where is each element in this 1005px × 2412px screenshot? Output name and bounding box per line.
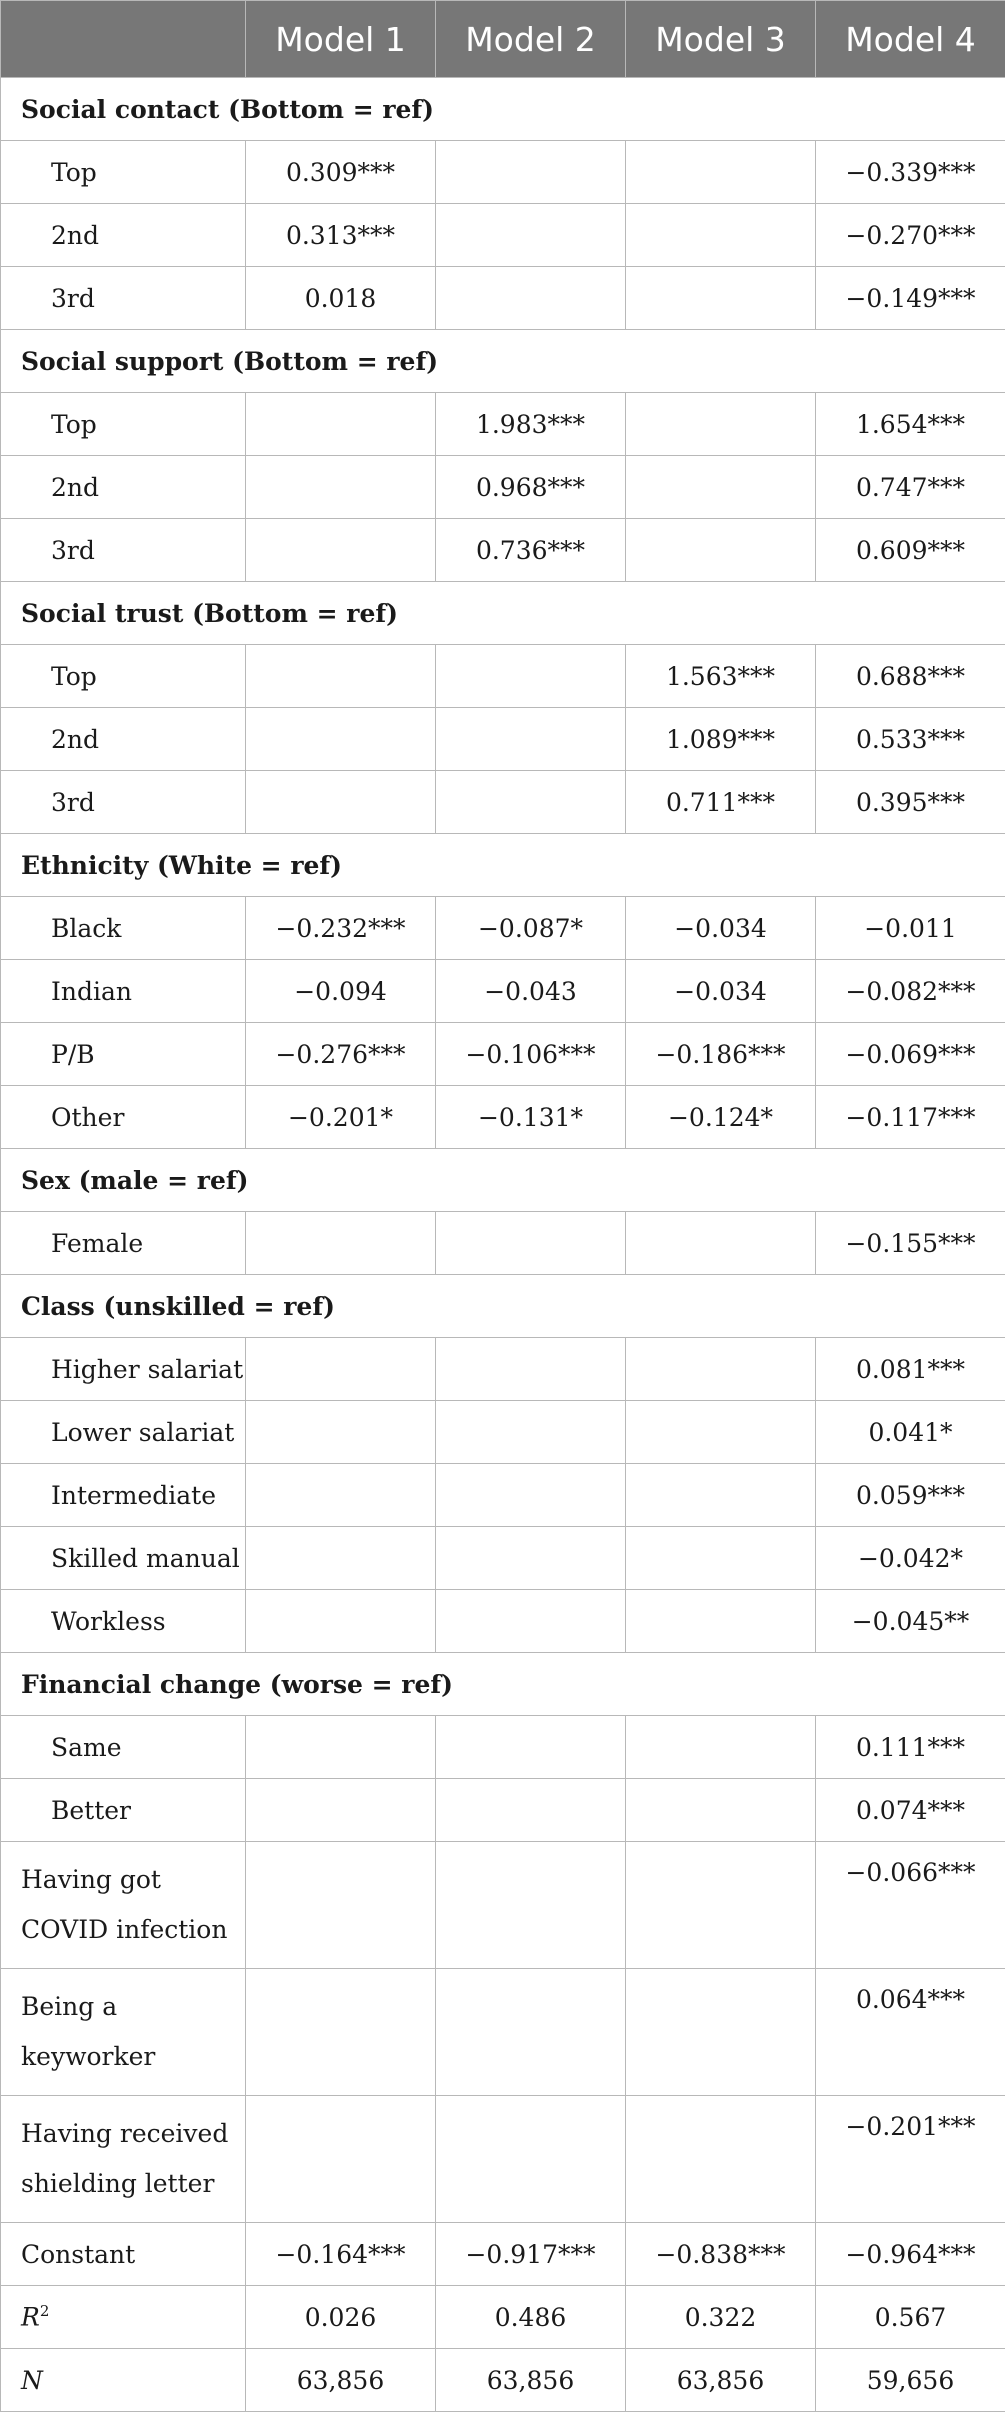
cell-model-3 xyxy=(626,1212,816,1275)
cell-model-3: −0.124* xyxy=(626,1086,816,1149)
cell-model-2: 1.983*** xyxy=(436,393,626,456)
cell-model-1 xyxy=(246,1969,436,2096)
cell-model-2 xyxy=(436,771,626,834)
row-label: Lower salariat xyxy=(1,1401,246,1464)
cell-model-4: −0.066*** xyxy=(816,1842,1005,1969)
table-row xyxy=(1,393,1005,456)
cell-model-4: 0.747*** xyxy=(816,456,1005,519)
cell-model-4: −0.155*** xyxy=(816,1212,1005,1275)
cell-model-3: −0.186*** xyxy=(626,1023,816,1086)
cell-model-3: 63,856 xyxy=(626,2349,816,2412)
group-title: Sex (male = ref) xyxy=(1,1149,1005,1212)
header-model-4: Model 4 xyxy=(816,1,1005,78)
row-label: 3rd xyxy=(1,771,246,834)
cell-model-4: −0.964*** xyxy=(816,2223,1005,2286)
cell-model-1 xyxy=(246,1338,436,1401)
group-row-social-contact xyxy=(1,78,1005,141)
header-model-2: Model 2 xyxy=(436,1,626,78)
cell-model-1: 0.026 xyxy=(246,2286,436,2349)
group-row-class xyxy=(1,1275,1005,1338)
cell-model-3 xyxy=(626,1338,816,1401)
cell-model-4: 0.111*** xyxy=(816,1716,1005,1779)
cell-model-4: 0.081*** xyxy=(816,1338,1005,1401)
cell-model-3 xyxy=(626,204,816,267)
table-row xyxy=(1,267,1005,330)
row-label-line-2: keyworker xyxy=(21,2042,155,2071)
row-label: Black xyxy=(1,897,246,960)
cell-model-1 xyxy=(246,1401,436,1464)
cell-model-2: 63,856 xyxy=(436,2349,626,2412)
cell-model-3 xyxy=(626,1590,816,1653)
cell-model-1 xyxy=(246,708,436,771)
cell-model-1 xyxy=(246,1527,436,1590)
row-label: 3rd xyxy=(1,519,246,582)
cell-model-2: −0.087* xyxy=(436,897,626,960)
cell-model-1 xyxy=(246,456,436,519)
cell-model-2 xyxy=(436,645,626,708)
table-row xyxy=(1,1590,1005,1653)
table-row-covid xyxy=(1,1842,1005,1969)
cell-model-1 xyxy=(246,645,436,708)
cell-model-2 xyxy=(436,204,626,267)
table-row xyxy=(1,1086,1005,1149)
group-row-financial-change xyxy=(1,1653,1005,1716)
table-row xyxy=(1,771,1005,834)
cell-model-2 xyxy=(436,1969,626,2096)
row-label: 2nd xyxy=(1,456,246,519)
row-label: Skilled manual xyxy=(1,1527,246,1590)
cell-model-1 xyxy=(246,519,436,582)
cell-model-3 xyxy=(626,2096,816,2223)
table-row xyxy=(1,897,1005,960)
row-label: 3rd xyxy=(1,267,246,330)
cell-model-1: −0.164*** xyxy=(246,2223,436,2286)
cell-model-2 xyxy=(436,1527,626,1590)
cell-model-3: −0.034 xyxy=(626,960,816,1023)
cell-model-1: 63,856 xyxy=(246,2349,436,2412)
table-row-n xyxy=(1,2349,1005,2412)
cell-model-4: 0.609*** xyxy=(816,519,1005,582)
cell-model-1 xyxy=(246,1779,436,1842)
cell-model-4: 0.395*** xyxy=(816,771,1005,834)
group-title: Social contact (Bottom = ref) xyxy=(1,78,1005,141)
cell-model-1: 0.018 xyxy=(246,267,436,330)
cell-model-3 xyxy=(626,1842,816,1969)
cell-model-3 xyxy=(626,1464,816,1527)
row-label: Top xyxy=(1,393,246,456)
cell-model-3 xyxy=(626,519,816,582)
row-label: P/B xyxy=(1,1023,246,1086)
cell-model-4: −0.011 xyxy=(816,897,1005,960)
cell-model-4: −0.270*** xyxy=(816,204,1005,267)
row-label: Workless xyxy=(1,1590,246,1653)
table-row-shielding xyxy=(1,2096,1005,2223)
table-row xyxy=(1,1527,1005,1590)
table-row xyxy=(1,1716,1005,1779)
cell-model-2 xyxy=(436,2096,626,2223)
table-row-r-squared xyxy=(1,2286,1005,2349)
row-label xyxy=(1,2096,246,2223)
cell-model-2 xyxy=(436,1716,626,1779)
cell-model-1 xyxy=(246,1464,436,1527)
cell-model-2: −0.043 xyxy=(436,960,626,1023)
cell-model-1 xyxy=(246,2096,436,2223)
cell-model-1: 0.309*** xyxy=(246,141,436,204)
table-row xyxy=(1,456,1005,519)
cell-model-2 xyxy=(436,1842,626,1969)
cell-model-3 xyxy=(626,456,816,519)
cell-model-3 xyxy=(626,267,816,330)
cell-model-3: 1.089*** xyxy=(626,708,816,771)
cell-model-2: −0.106*** xyxy=(436,1023,626,1086)
row-label: Top xyxy=(1,645,246,708)
cell-model-2: −0.917*** xyxy=(436,2223,626,2286)
cell-model-4: 0.064*** xyxy=(816,1969,1005,2096)
row-label: N xyxy=(1,2349,246,2412)
cell-model-3 xyxy=(626,1401,816,1464)
cell-model-4: −0.117*** xyxy=(816,1086,1005,1149)
cell-model-4: 0.059*** xyxy=(816,1464,1005,1527)
cell-model-4: −0.149*** xyxy=(816,267,1005,330)
row-label xyxy=(1,1842,246,1969)
cell-model-3 xyxy=(626,1969,816,2096)
cell-model-2 xyxy=(436,708,626,771)
row-label xyxy=(1,1969,246,2096)
table-row-constant xyxy=(1,2223,1005,2286)
row-label: 2nd xyxy=(1,708,246,771)
cell-model-4: −0.339*** xyxy=(816,141,1005,204)
header-blank xyxy=(1,1,246,78)
cell-model-1 xyxy=(246,1716,436,1779)
cell-model-3 xyxy=(626,393,816,456)
cell-model-4: 59,656 xyxy=(816,2349,1005,2412)
group-title: Social trust (Bottom = ref) xyxy=(1,582,1005,645)
cell-model-2 xyxy=(436,141,626,204)
cell-model-3 xyxy=(626,1527,816,1590)
row-label-line-1: Having received xyxy=(21,2119,228,2148)
row-label: Top xyxy=(1,141,246,204)
table-row xyxy=(1,1338,1005,1401)
group-title: Ethnicity (White = ref) xyxy=(1,834,1005,897)
table-row xyxy=(1,708,1005,771)
r-squared-symbol: R xyxy=(21,2303,40,2332)
cell-model-1: −0.201* xyxy=(246,1086,436,1149)
cell-model-4: 1.654*** xyxy=(816,393,1005,456)
cell-model-2: 0.968*** xyxy=(436,456,626,519)
table-row xyxy=(1,1401,1005,1464)
cell-model-2 xyxy=(436,1779,626,1842)
row-label: Female xyxy=(1,1212,246,1275)
cell-model-1: −0.094 xyxy=(246,960,436,1023)
cell-model-3: −0.034 xyxy=(626,897,816,960)
row-label: Constant xyxy=(1,2223,246,2286)
header-row xyxy=(1,1,1005,78)
table-row xyxy=(1,204,1005,267)
row-label xyxy=(1,2286,246,2349)
cell-model-1: −0.276*** xyxy=(246,1023,436,1086)
cell-model-1 xyxy=(246,1590,436,1653)
row-label: Better xyxy=(1,1779,246,1842)
row-label-line-1: Having got xyxy=(21,1865,161,1894)
table-row xyxy=(1,1023,1005,1086)
table-row xyxy=(1,519,1005,582)
cell-model-3 xyxy=(626,141,816,204)
row-label: Indian xyxy=(1,960,246,1023)
group-title: Class (unskilled = ref) xyxy=(1,1275,1005,1338)
row-label-line-2: COVID infection xyxy=(21,1915,227,1944)
cell-model-4: 0.041* xyxy=(816,1401,1005,1464)
group-title: Financial change (worse = ref) xyxy=(1,1653,1005,1716)
row-label: Same xyxy=(1,1716,246,1779)
cell-model-4: 0.567 xyxy=(816,2286,1005,2349)
cell-model-2: 0.486 xyxy=(436,2286,626,2349)
table-row xyxy=(1,141,1005,204)
cell-model-3: 1.563*** xyxy=(626,645,816,708)
cell-model-2: 0.736*** xyxy=(436,519,626,582)
group-row-ethnicity xyxy=(1,834,1005,897)
cell-model-2 xyxy=(436,267,626,330)
table-row xyxy=(1,960,1005,1023)
cell-model-1: 0.313*** xyxy=(246,204,436,267)
cell-model-2 xyxy=(436,1464,626,1527)
row-label: Intermediate xyxy=(1,1464,246,1527)
table-row xyxy=(1,1779,1005,1842)
cell-model-4: 0.533*** xyxy=(816,708,1005,771)
cell-model-2: −0.131* xyxy=(436,1086,626,1149)
row-label-line-2: shielding letter xyxy=(21,2169,214,2198)
cell-model-3: −0.838*** xyxy=(626,2223,816,2286)
cell-model-2 xyxy=(436,1401,626,1464)
table-row xyxy=(1,645,1005,708)
row-label-line-1: Being a xyxy=(21,1992,117,2021)
group-row-social-support xyxy=(1,330,1005,393)
cell-model-4: −0.069*** xyxy=(816,1023,1005,1086)
cell-model-4: −0.045** xyxy=(816,1590,1005,1653)
cell-model-4: −0.201*** xyxy=(816,2096,1005,2223)
table-row xyxy=(1,1212,1005,1275)
table-row xyxy=(1,1464,1005,1527)
header-model-1: Model 1 xyxy=(246,1,436,78)
cell-model-1 xyxy=(246,393,436,456)
cell-model-4: 0.074*** xyxy=(816,1779,1005,1842)
header-model-3: Model 3 xyxy=(626,1,816,78)
cell-model-1 xyxy=(246,771,436,834)
row-label: Higher salariat xyxy=(1,1338,246,1401)
group-row-sex xyxy=(1,1149,1005,1212)
group-title: Social support (Bottom = ref) xyxy=(1,330,1005,393)
r-squared-superscript: 2 xyxy=(40,2302,50,2320)
cell-model-3 xyxy=(626,1779,816,1842)
cell-model-1: −0.232*** xyxy=(246,897,436,960)
group-row-social-trust xyxy=(1,582,1005,645)
cell-model-3 xyxy=(626,1716,816,1779)
cell-model-4: 0.688*** xyxy=(816,645,1005,708)
cell-model-4: −0.082*** xyxy=(816,960,1005,1023)
cell-model-4: −0.042* xyxy=(816,1527,1005,1590)
cell-model-2 xyxy=(436,1590,626,1653)
cell-model-3: 0.711*** xyxy=(626,771,816,834)
cell-model-2 xyxy=(436,1212,626,1275)
table-row-keyworker xyxy=(1,1969,1005,2096)
cell-model-1 xyxy=(246,1842,436,1969)
row-label: Other xyxy=(1,1086,246,1149)
cell-model-1 xyxy=(246,1212,436,1275)
row-label: 2nd xyxy=(1,204,246,267)
cell-model-3: 0.322 xyxy=(626,2286,816,2349)
cell-model-2 xyxy=(436,1338,626,1401)
